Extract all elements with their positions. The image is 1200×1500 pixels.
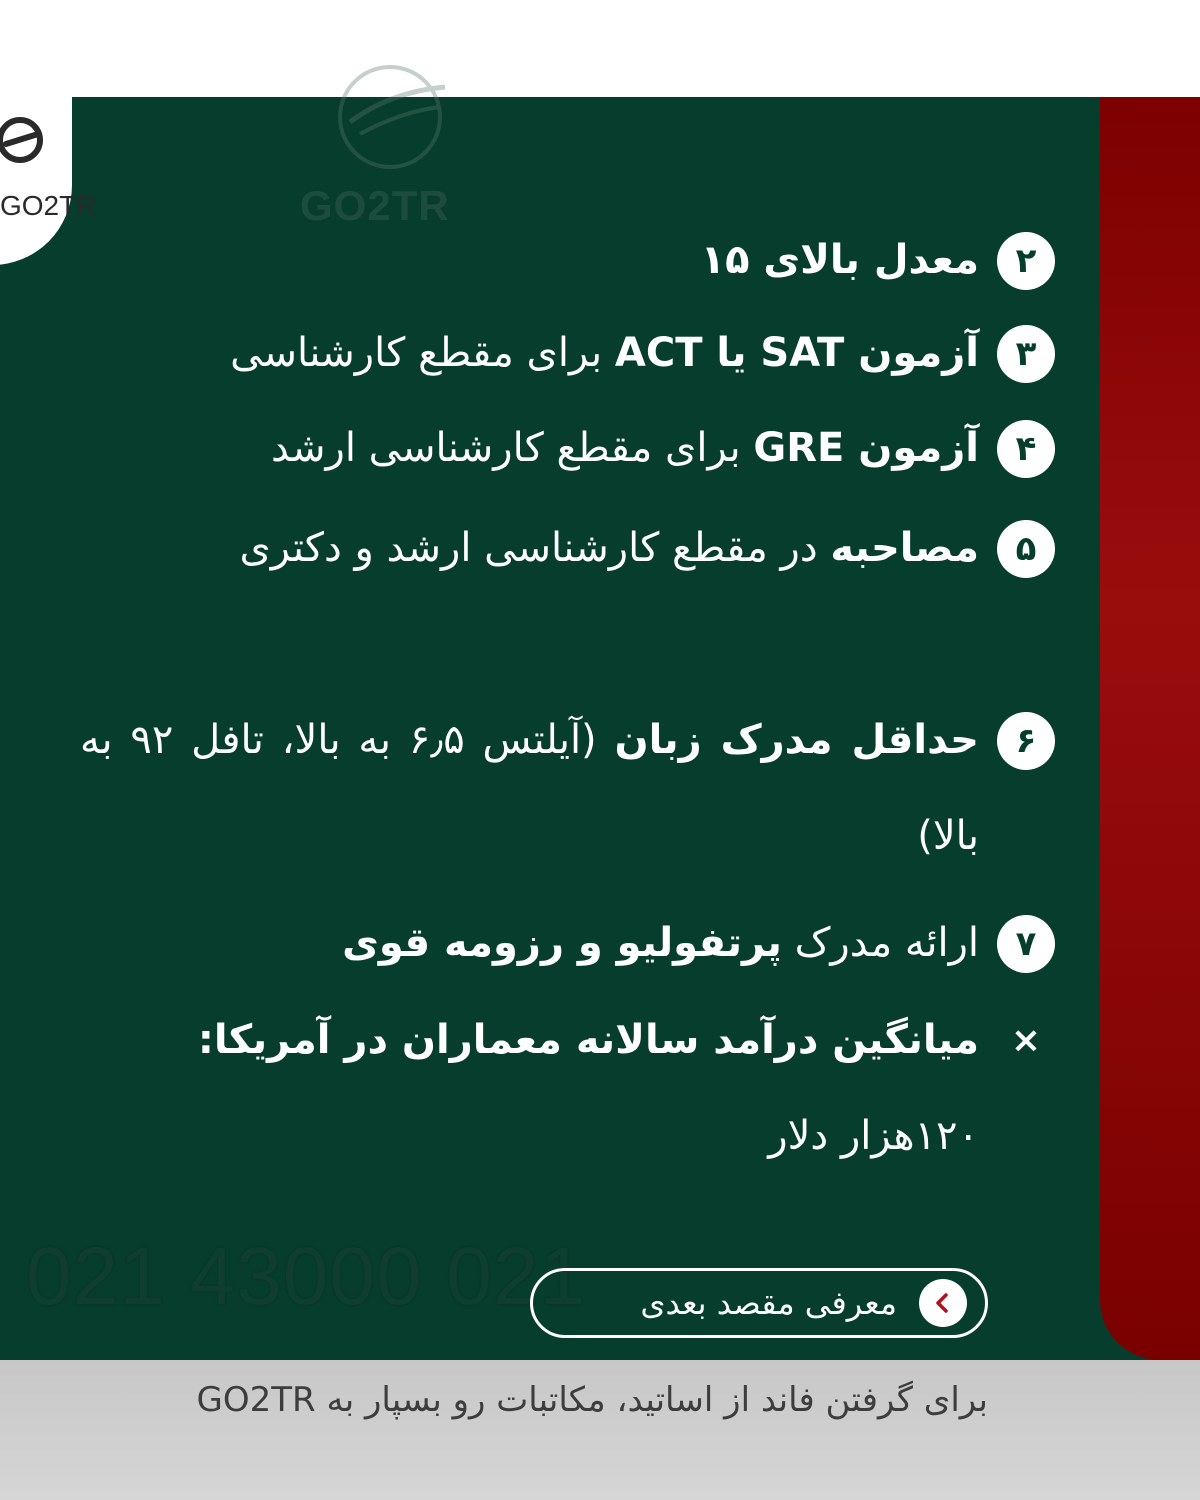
- item-number-badge: ۳: [997, 325, 1055, 383]
- item-number-badge: ۵: [997, 520, 1055, 578]
- item-text: [230, 305, 979, 401]
- go2tr-watermark-icon: [330, 62, 460, 172]
- top-strip: [0, 0, 1200, 97]
- item-text: [80, 692, 979, 884]
- item-text: [80, 992, 979, 1184]
- list-item: [701, 232, 1055, 308]
- item-text: [271, 400, 979, 496]
- footer-banner: [0, 1360, 1200, 1500]
- go2tr-logo-icon: [0, 110, 58, 170]
- item-normal-text: در مقطع کارشناسی ارشد و دکتری: [239, 525, 831, 571]
- item-normal-text: برای مقطع کارشناسی: [230, 330, 615, 376]
- item-normal-text: برای مقطع کارشناسی ارشد: [271, 425, 754, 471]
- item-number-badge: ۲: [997, 232, 1055, 290]
- salary-value: ۱۲۰هزار دلار: [768, 1113, 979, 1159]
- list-item: [271, 420, 1055, 496]
- phone-watermark: 021 43000 021: [26, 1231, 587, 1322]
- item-bold-text: پرتفولیو و رزومه قوی: [342, 920, 782, 966]
- chevron-left-icon: [919, 1279, 967, 1327]
- salary-bullet: [80, 1012, 1055, 1184]
- item-bold-text: آزمون SAT یا ACT: [614, 330, 979, 376]
- item-bold-text: آزمون GRE: [753, 425, 979, 471]
- item-text: [701, 212, 979, 308]
- footer-text: برای گرفتن فاند از اساتید، مکاتبات رو بسپار به GO2TR: [196, 1380, 988, 1420]
- list-item: [80, 712, 1055, 884]
- item-number-badge: ۴: [997, 420, 1055, 478]
- red-accent-panel: [1100, 97, 1200, 1360]
- item-normal-text: ارائه مدرک: [781, 920, 979, 966]
- next-destination-label: معرفی مقصد بعدی: [640, 1284, 897, 1322]
- item-text: [342, 895, 979, 991]
- next-destination-button[interactable]: [530, 1268, 988, 1338]
- logo-text: GO2TR: [0, 190, 97, 221]
- watermark-text: GO2TR: [300, 182, 450, 229]
- item-text: [80, 500, 979, 596]
- item-bold-text: معدل بالای ۱۵: [700, 237, 979, 283]
- item-number-badge: ۶: [997, 712, 1055, 770]
- item-normal-text: (آیلتس ۶٫۵ به بالا، تافل ۹۲ به بالا): [80, 717, 979, 859]
- item-bold-text: میانگین درآمد سالانه معماران در آمریکا:: [197, 1017, 979, 1063]
- list-item: [342, 915, 1055, 991]
- list-item: [80, 520, 1055, 596]
- close-icon: ×: [1010, 1020, 1042, 1061]
- item-bold-text: مصاحبه: [830, 525, 979, 571]
- item-number-badge: ۷: [997, 915, 1055, 973]
- item-bold-text: حداقل مدرک زبان: [614, 717, 980, 763]
- logo-watermark: [300, 62, 480, 232]
- list-item: [230, 325, 1055, 401]
